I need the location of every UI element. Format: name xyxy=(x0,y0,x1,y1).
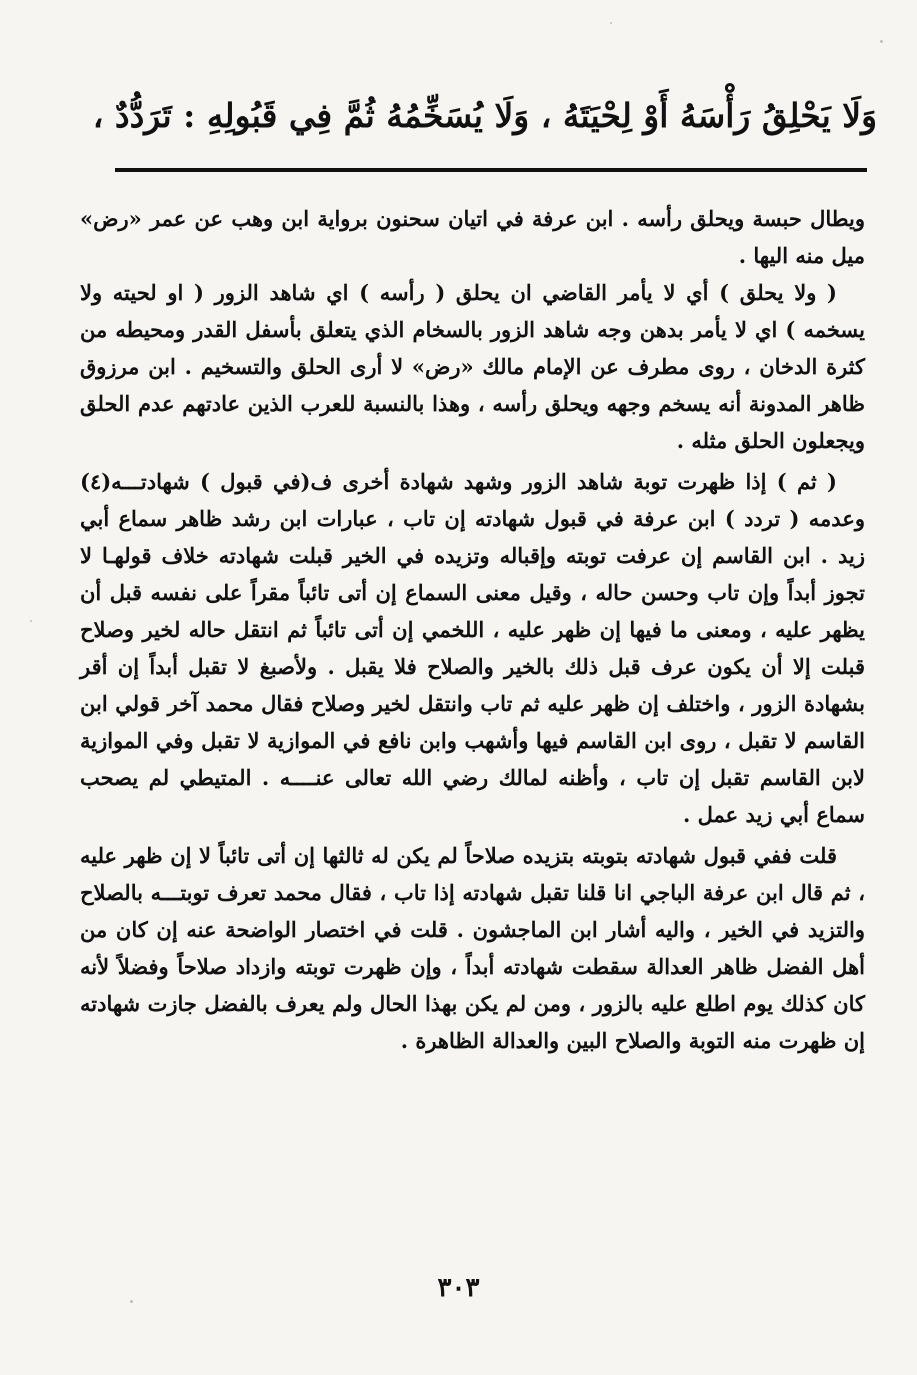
paragraph-2: ( ولا يحلق ) أي لا يأمر القاضي ان يحلق ( رأسه ) اي شاهد الزور ( او لحيته ولا يسخمه ) اي لا يأمر بدهن وجه شاهد الزور بالسخام الذي يتعلق بأسفل القدر ومحيطه من كثرة الدخان ، روى مطرف عن الإمام مالك «رض» لا أرى الحلق والتسخيم . ابن مرزوق ظاهر المدونة أنه يسخم وجهه ويحلق رأسه ، وهذا بالنسبة للعرب الذين عادتهم عدم الحلق ويجعلون الحلق مثله . xyxy=(80,280,865,453)
commentary-body xyxy=(80,200,865,1059)
heading-divider xyxy=(115,168,867,172)
paragraph-3: ( ثم ) إذا ظهرت توبة شاهد الزور وشهد شهادة أخرى ف(في قبول ) شهادتـــه(٤) وعدمه ( تردد ) ابن عرفة في قبول شهادته إن تاب ، عبارات ابن رشد ظاهر سماع أبي زيد . ابن القاسم إن عرفت توبته وإقباله وتزيده في الخير قبلت شهادته خلاف قولهـا لا تجوز أبداً وإن تاب وحسن حاله ، وقيل معنى السماع إن أتى تائباً مقراً على نفسه قبل أن يظهر عليه ، ومعنى ما فيها إن ظهر عليه ، اللخمي إن أتى تائباً ثم انتقل حاله لخير وصلاح قبلت إلا أن يكون عرف قبل ذلك بالخير والصلاح فلا يقبل . ولأصبغ لا تقبل أبداً إن أقر بشهادة الزور ، واختلف إن ظهر عليه ثم تاب وانتقل لخير وصلاح فقال محمد آخر قولي ابن القاسم لا تقبل ، روى ابن القاسم فيها وأشهب وابن نافع في الموازية لا تقبل وفي الموازية لابن القاسم تقبل إن تاب ، وأظنه لمالك رضي الله تعالى عنــــه . المتيطي لم يصحب سماع أبي زيد عمل . xyxy=(80,469,865,827)
verse-heading: وَلَا يَحْلِقُ رَأْسَهُ أَوْ لِحْيَتَهُ ، وَلَا يُسَخِّمُهُ ثُمَّ فِي قَبُولِهِ : تَرَدُّدٌ ، xyxy=(92,96,877,135)
paragraph-4: قلت ففي قبول شهادته بتوبته بتزيده صلاحاً لم يكن له ثالثها إن أتى تائباً لا إن ظهر عليه ، ثم قال ابن عرفة الباجي انا قلنا تقبل شهادته إذا تاب ، فقال محمد تعرف توبتـــه بالصلاح والتزيد في الخير ، واليه أشار ابن الماجشون . قلت في اختصار الواضحة عنه إن كان من أهل الفضل ظاهر العدالة سقطت شهادته أبداً ، وإن ظهرت توبته وازداد صلاحاً وفضلاً لأنه كان كذلك يوم اطلع عليه بالزور ، ومن لم يكن بهذا الحال ولم يعرف بالفضل جازت شهادته إن ظهرت منه التوبة والصلاح البين والعدالة الظاهرة . xyxy=(80,843,865,1053)
paragraph-1: ويطال حبسة ويحلق رأسه . ابن عرفة في اتيان سحنون برواية ابن وهب عن عمر «رض» ميل منه اليها . xyxy=(80,206,865,268)
page-number: ٣٠٣ xyxy=(437,1273,480,1303)
